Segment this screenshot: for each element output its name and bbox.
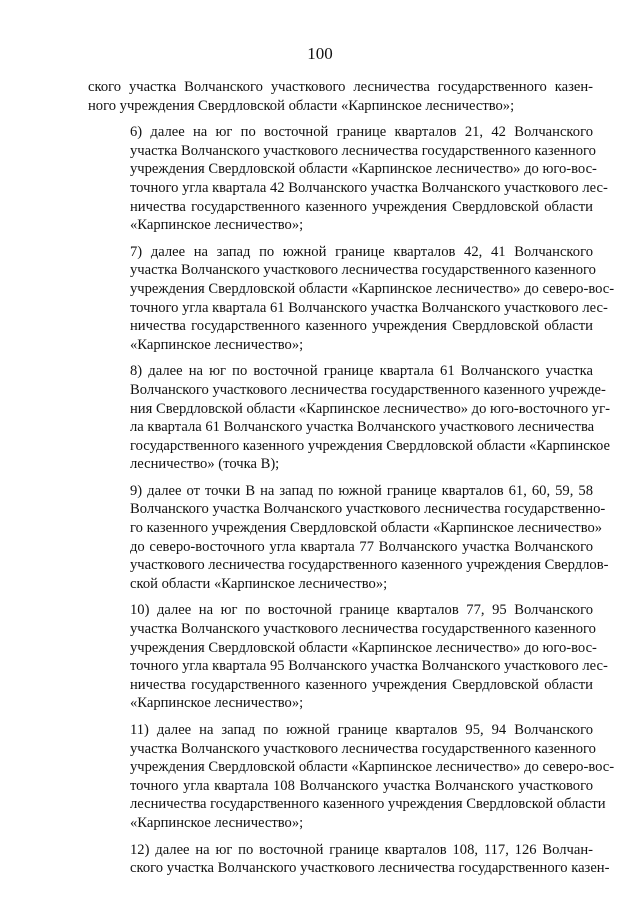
text-line: ничества государственного казенного учреждения Свердловской области: [130, 676, 593, 693]
text-line: «Карпинское лесничество»;: [130, 695, 304, 712]
text-line: точного угла квартала 61 Волчанского участка Волчанского участкового лес-: [130, 299, 608, 316]
text-line: «Карпинское лесничество»;: [130, 336, 304, 353]
text-line: участка Волчанского участкового лесничества государственного казенного: [130, 262, 596, 279]
text-line: учреждения Свердловской области «Карпинское лесничество» до юго-вос-: [130, 161, 597, 178]
text-line: точного угла квартала 108 Волчанского участка Волчанского участкового: [130, 777, 593, 794]
paragraph: [88, 841, 610, 878]
text-line: ской области «Карпинское лесничество»;: [130, 575, 388, 592]
text-line: учреждения Свердловской области «Карпинское лесничество» до юго-вос-: [130, 639, 597, 656]
text-line: ла квартала 61 Волчанского участка Волчанского участкового лесничества: [130, 419, 595, 436]
text-line: 7) далее на запад по южной границе кварталов 42, 41 Волчанского: [130, 243, 593, 260]
paragraph: [88, 482, 609, 594]
page-number: 100: [307, 44, 333, 63]
text-line: ского участка Волчанского участкового лесничества государственного казен-: [130, 860, 610, 877]
text-line: учреждения Свердловской области «Карпинское лесничество» до северо-вос-: [130, 280, 615, 297]
text-line: 6) далее на юг по восточной границе кварталов 21, 42 Волчанского: [130, 124, 593, 141]
text-line: го казенного учреждения Свердловской области «Карпинское лесничество»: [130, 520, 603, 537]
paragraph: [88, 721, 615, 833]
text-line: ничества государственного казенного учреждения Свердловской области: [130, 198, 593, 215]
paragraph: [88, 362, 610, 474]
text-line: учреждения Свердловской области «Карпинское лесничество» до северо-вос-: [130, 759, 615, 776]
text-line: участка Волчанского участкового лесничества государственного казенного: [130, 621, 596, 638]
text-line: «Карпинское лесничество»;: [130, 217, 304, 234]
paragraph: [88, 601, 608, 713]
text-line: 12) далее на юг по восточной границе кварталов 108, 117, 126 Волчан-: [130, 841, 593, 858]
text-line: ничества государственного казенного учреждения Свердловской области: [130, 318, 593, 335]
text-line: лесничества государственного казенного учреждения Свердловской области: [130, 796, 606, 813]
text-line: ния Свердловской области «Карпинское лесничество» до юго-восточного уг-: [130, 400, 610, 417]
text-line: «Карпинское лесничество»;: [130, 814, 304, 831]
text-line: точного угла квартала 42 Волчанского участка Волчанского участкового лес-: [130, 179, 608, 196]
text-line: ского участка Волчанского участкового лесничества государственного казен-: [88, 79, 593, 95]
text-line: участка Волчанского участкового лесничества государственного казенного: [130, 740, 596, 757]
text-line: 8) далее на юг по восточной границе квартала 61 Волчанского участка: [130, 363, 593, 380]
text-line: до северо-восточного угла квартала 77 Волчанского участка Волчанского: [130, 538, 593, 555]
text-line: точного угла квартала 95 Волчанского участка Волчанского участкового лес-: [130, 658, 608, 675]
paragraph: [88, 243, 615, 355]
text-line: государственного казенного учреждения Свердловской области «Карпинское: [130, 437, 610, 454]
text-line: ного учреждения Свердловской области «Карпинское лесничество»;: [88, 97, 515, 114]
text-line: 10) далее на юг по восточной границе кварталов 77, 95 Волчанского: [130, 602, 593, 619]
paragraph: [88, 78, 593, 115]
document-body: [88, 78, 615, 886]
text-line: 11) далее на запад по южной границе кварталов 95, 94 Волчанского: [130, 722, 593, 738]
text-line: участкового лесничества государственного казенного учреждения Свердлов-: [130, 557, 609, 574]
text-line: Волчанского участкового лесничества государственного казенного учрежде-: [130, 381, 606, 398]
text-line: Волчанского участка Волчанского участкового лесничества государственно-: [130, 501, 606, 518]
text-line: лесничество» (точка В);: [130, 456, 280, 473]
text-line: участка Волчанского участкового лесничества государственного казенного: [130, 142, 596, 159]
text-line: 9) далее от точки В на запад по южной границе кварталов 61, 60, 59, 58: [130, 482, 593, 499]
paragraph: [88, 123, 608, 235]
